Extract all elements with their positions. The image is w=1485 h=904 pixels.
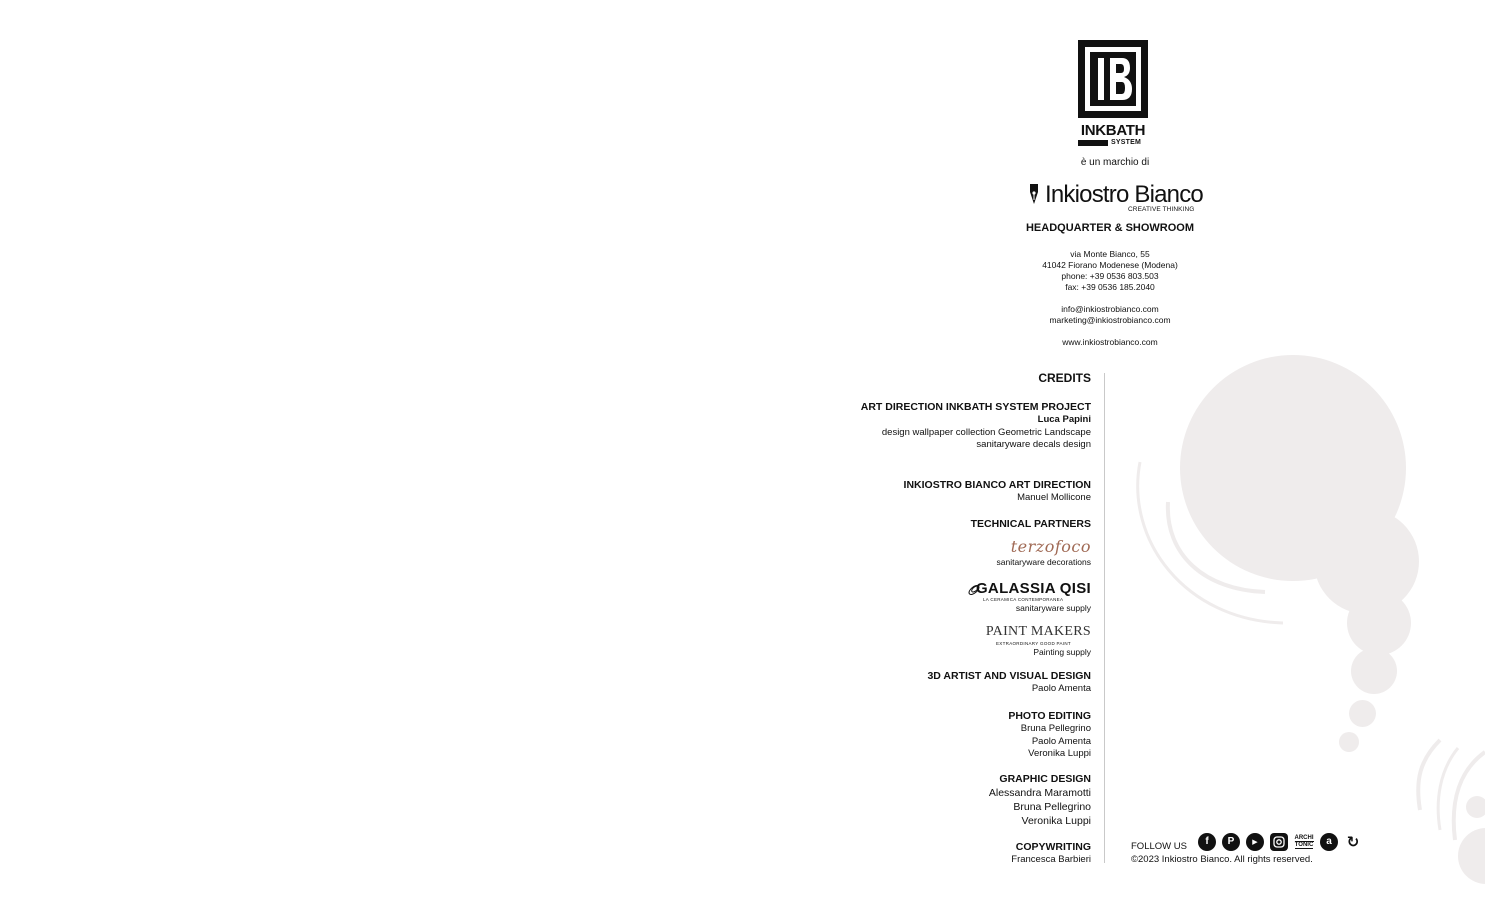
brand-tagline: CREATIVE THINKING [1128,206,1195,213]
marchio-text: è un marchio di [1080,157,1150,168]
visual-design-heading: 3D ARTIST AND VISUAL DESIGN [927,670,1091,682]
art-direction-line1: design wallpaper collection Geometric Landscape [881,427,1091,438]
art-direction-project-heading: ART DIRECTION INKBATH SYSTEM PROJECT [860,401,1091,413]
fax-number: fax: +39 0536 185.2040 [1065,282,1155,292]
art-director-name: Luca Papini [1037,414,1091,425]
galassia-sub: LA CERAMICA CONTEMPORANEA [983,597,1064,602]
paintmakers-logo: PAINT MAKERS [985,624,1091,639]
phone-number: phone: +39 0536 803.503 [1061,271,1159,281]
copyright-text: ©2023 Inkiostro Bianco. All rights reserved. [1131,854,1313,865]
ib-art-direction-heading: INKIOSTRO BIANCO ART DIRECTION [903,479,1091,491]
paintmakers-description: Painting supply [1033,647,1091,657]
brand-name-light: Inkiostro [1045,181,1135,208]
archi-line1: ARCHI [1294,835,1314,841]
ib-art-director-name: Manuel Mollicone [1017,492,1091,503]
galassia-description: sanitaryware supply [1015,603,1091,613]
address-line1: via Monte Bianco, 55 [1070,249,1150,259]
credits-divider [1104,373,1105,863]
art-direction-line2: sanitaryware decals design [976,439,1091,450]
email-info-link[interactable]: info@inkiostrobianco.com [1061,304,1159,314]
inkbath-logo-icon [1078,40,1148,120]
address-line2: 41042 Fiorano Modenese (Modena) [1042,260,1178,270]
graphic-design-name-1: Alessandra Maramotti [988,787,1091,799]
headquarter-title: HEADQUARTER & SHOWROOM [1025,222,1195,234]
brand-name-bold: Bianco [1134,181,1203,208]
wordmark-system: SYSTEM [1111,139,1141,146]
archi-line2: TONIC [1294,842,1314,848]
instagram-glyph [1273,836,1285,848]
email-marketing-link[interactable]: marketing@inkiostrobianco.com [1049,315,1171,325]
terzofoco-description: sanitaryware decorations [996,557,1091,567]
graphic-design-name-3: Veronika Luppi [1021,815,1091,827]
parent-brand-name [1045,182,1203,208]
copywriting-heading: COPYWRITING [1015,841,1091,853]
visual-design-name: Paolo Amenta [1031,683,1091,694]
photo-editing-name-1: Bruna Pellegrino [1020,723,1091,734]
photo-editing-name-2: Paolo Amenta [1031,735,1091,747]
photo-editing-name-3: Veronika Luppi [1028,748,1091,759]
wordmark-bar [1078,140,1108,146]
credits-title: CREDITS [1038,371,1091,385]
terzofoco-logo: terzofoco [1010,537,1091,556]
photo-editing-heading: PHOTO EDITING [1008,710,1091,722]
paintmakers-sub: EXTRAORDINARY GOOD PAINT [996,641,1071,646]
follow-us-label: FOLLOW US [1131,841,1187,852]
instagram-icon[interactable] [1270,833,1288,851]
website-link[interactable]: www.inkiostrobianco.com [1062,337,1158,347]
graphic-design-heading: GRAPHIC DESIGN [999,773,1091,785]
social-links [1198,833,1362,851]
inkbath-wordmark: INKBATH [1080,122,1146,139]
galassia-logo: GALASSIA QISI [975,580,1091,597]
archiproducts-icon[interactable] [1294,833,1314,851]
copywriting-name: Francesca Barbieri [1011,854,1091,865]
pen-nib-icon [1028,184,1040,204]
archilovers-icon[interactable]: a [1320,833,1338,851]
refresh-icon[interactable]: ↻ [1346,833,1360,851]
technical-partners-heading: TECHNICAL PARTNERS [970,518,1091,530]
graphic-design-name-2: Bruna Pellegrino [1013,801,1091,813]
inkbath-wordmark-sub [1078,138,1148,147]
pinterest-icon[interactable]: P [1222,833,1240,851]
youtube-icon[interactable]: ▶ [1246,833,1264,851]
facebook-icon[interactable]: f [1198,833,1216,851]
inkiostro-bianco-logo [1025,180,1203,218]
